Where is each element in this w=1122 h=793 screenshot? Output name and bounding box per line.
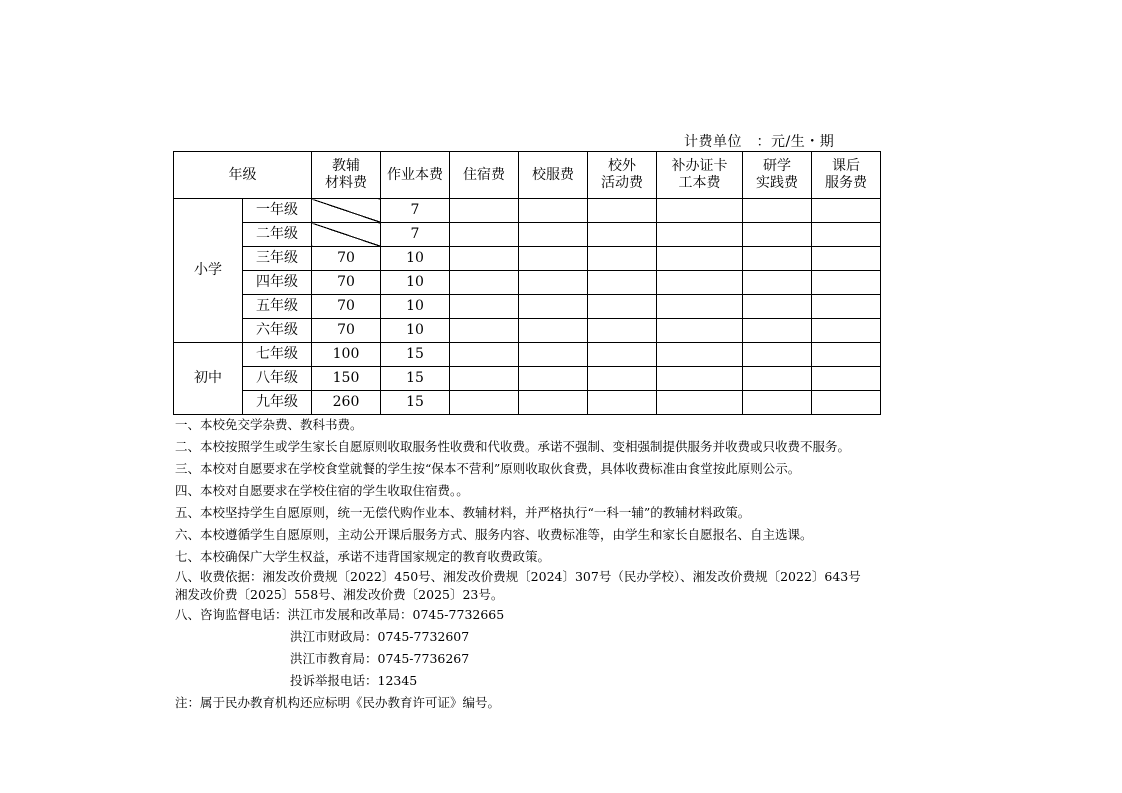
table-row xyxy=(174,271,881,295)
footnote: 注：属于民办教育机构还应标明《民办教育许可证》编号。 xyxy=(175,695,501,710)
table-row xyxy=(174,343,881,367)
note-line: 五、本校坚持学生自愿原则，统一无偿代购作业本、教辅材料，并严格执行“一科一辅”的教辅材料政策。 xyxy=(175,505,751,520)
table-row xyxy=(174,247,881,271)
table-row xyxy=(174,319,881,343)
grade-cell: 三年级 xyxy=(243,247,312,271)
grade-cell: 七年级 xyxy=(243,343,312,367)
note-line: 三、本校对自愿要求在学校食堂就餐的学生按“保本不营利”原则收取伙食费，具体收费标准由食堂按此原则公示。 xyxy=(175,461,801,476)
contact-line: 八、咨询监督电话：洪江市发展和改革局：0745-7732665 xyxy=(175,607,505,622)
section-junior: 初中 xyxy=(174,343,243,415)
homework-cell: 15 xyxy=(381,391,450,415)
grade-cell: 八年级 xyxy=(243,367,312,391)
note-line: 六、本校遵循学生自愿原则，主动公开课后服务方式、服务内容、收费标准等，由学生和家长自愿报名、自主选课。 xyxy=(175,527,813,542)
note-line: 四、本校对自愿要求在学校住宿的学生收取住宿费。。 xyxy=(175,483,469,498)
header-uniform-fee: 校服费 xyxy=(519,152,588,199)
homework-cell: 10 xyxy=(381,319,450,343)
material-cell-empty xyxy=(312,199,381,223)
header-material-fee: 教辅 材料费 xyxy=(312,152,381,199)
header-homework-fee: 作业本费 xyxy=(381,152,450,199)
material-cell: 260 xyxy=(312,391,381,415)
header-study-fee: 研学 实践费 xyxy=(743,152,812,199)
header-row xyxy=(174,152,881,199)
homework-cell: 10 xyxy=(381,247,450,271)
section-primary: 小学 xyxy=(174,199,243,343)
material-cell: 70 xyxy=(312,295,381,319)
material-cell: 70 xyxy=(312,319,381,343)
header-afterschool-fee: 课后 服务费 xyxy=(812,152,881,199)
material-cell: 70 xyxy=(312,271,381,295)
note-line: 七、本校确保广大学生权益，承诺不违背国家规定的教育收费政策。 xyxy=(175,549,551,564)
material-cell: 150 xyxy=(312,367,381,391)
header-card-fee: 补办证卡 工本费 xyxy=(657,152,743,199)
table-row xyxy=(174,295,881,319)
header-activity-fee: 校外 活动费 xyxy=(588,152,657,199)
contact-line: 洪江市教育局：0745-7736267 xyxy=(290,651,470,666)
note-line: 二、本校按照学生或学生家长自愿原则收取服务性收费和代收费。承诺不强制、变相强制提供服务并收费或只收费不服务。 xyxy=(175,439,851,454)
fee-table xyxy=(173,151,881,415)
homework-cell: 15 xyxy=(381,367,450,391)
grade-cell: 四年级 xyxy=(243,271,312,295)
material-cell: 70 xyxy=(312,247,381,271)
table-row xyxy=(174,199,881,223)
homework-cell: 7 xyxy=(381,223,450,247)
table-row xyxy=(174,223,881,247)
table-row xyxy=(174,391,881,415)
grade-cell: 九年级 xyxy=(243,391,312,415)
grade-cell: 五年级 xyxy=(243,295,312,319)
header-boarding-fee: 住宿费 xyxy=(450,152,519,199)
contact-line: 投诉举报电话：12345 xyxy=(290,673,418,688)
grade-cell: 六年级 xyxy=(243,319,312,343)
grade-cell: 一年级 xyxy=(243,199,312,223)
note-line: 八、收费依据：湘发改价费规〔2022〕450号、湘发改价费规〔2024〕307号（民办学校）、湘发改价费规〔2022〕643号 xyxy=(175,569,861,584)
header-grade: 年级 xyxy=(174,152,312,199)
homework-cell: 15 xyxy=(381,343,450,367)
material-cell-empty xyxy=(312,223,381,247)
billing-unit: 计费单位 ：元/生・期 xyxy=(684,134,835,150)
homework-cell: 10 xyxy=(381,271,450,295)
note-line: 一、本校免交学杂费、教科书费。 xyxy=(175,417,363,432)
notes-section xyxy=(175,414,861,714)
homework-cell: 7 xyxy=(381,199,450,223)
note-line: 湘发改价费〔2025〕558号、湘发改价费〔2025〕23号。 xyxy=(175,587,504,602)
material-cell: 100 xyxy=(312,343,381,367)
grade-cell: 二年级 xyxy=(243,223,312,247)
table-row xyxy=(174,367,881,391)
homework-cell: 10 xyxy=(381,295,450,319)
contact-line: 洪江市财政局：0745-7732607 xyxy=(290,629,470,644)
